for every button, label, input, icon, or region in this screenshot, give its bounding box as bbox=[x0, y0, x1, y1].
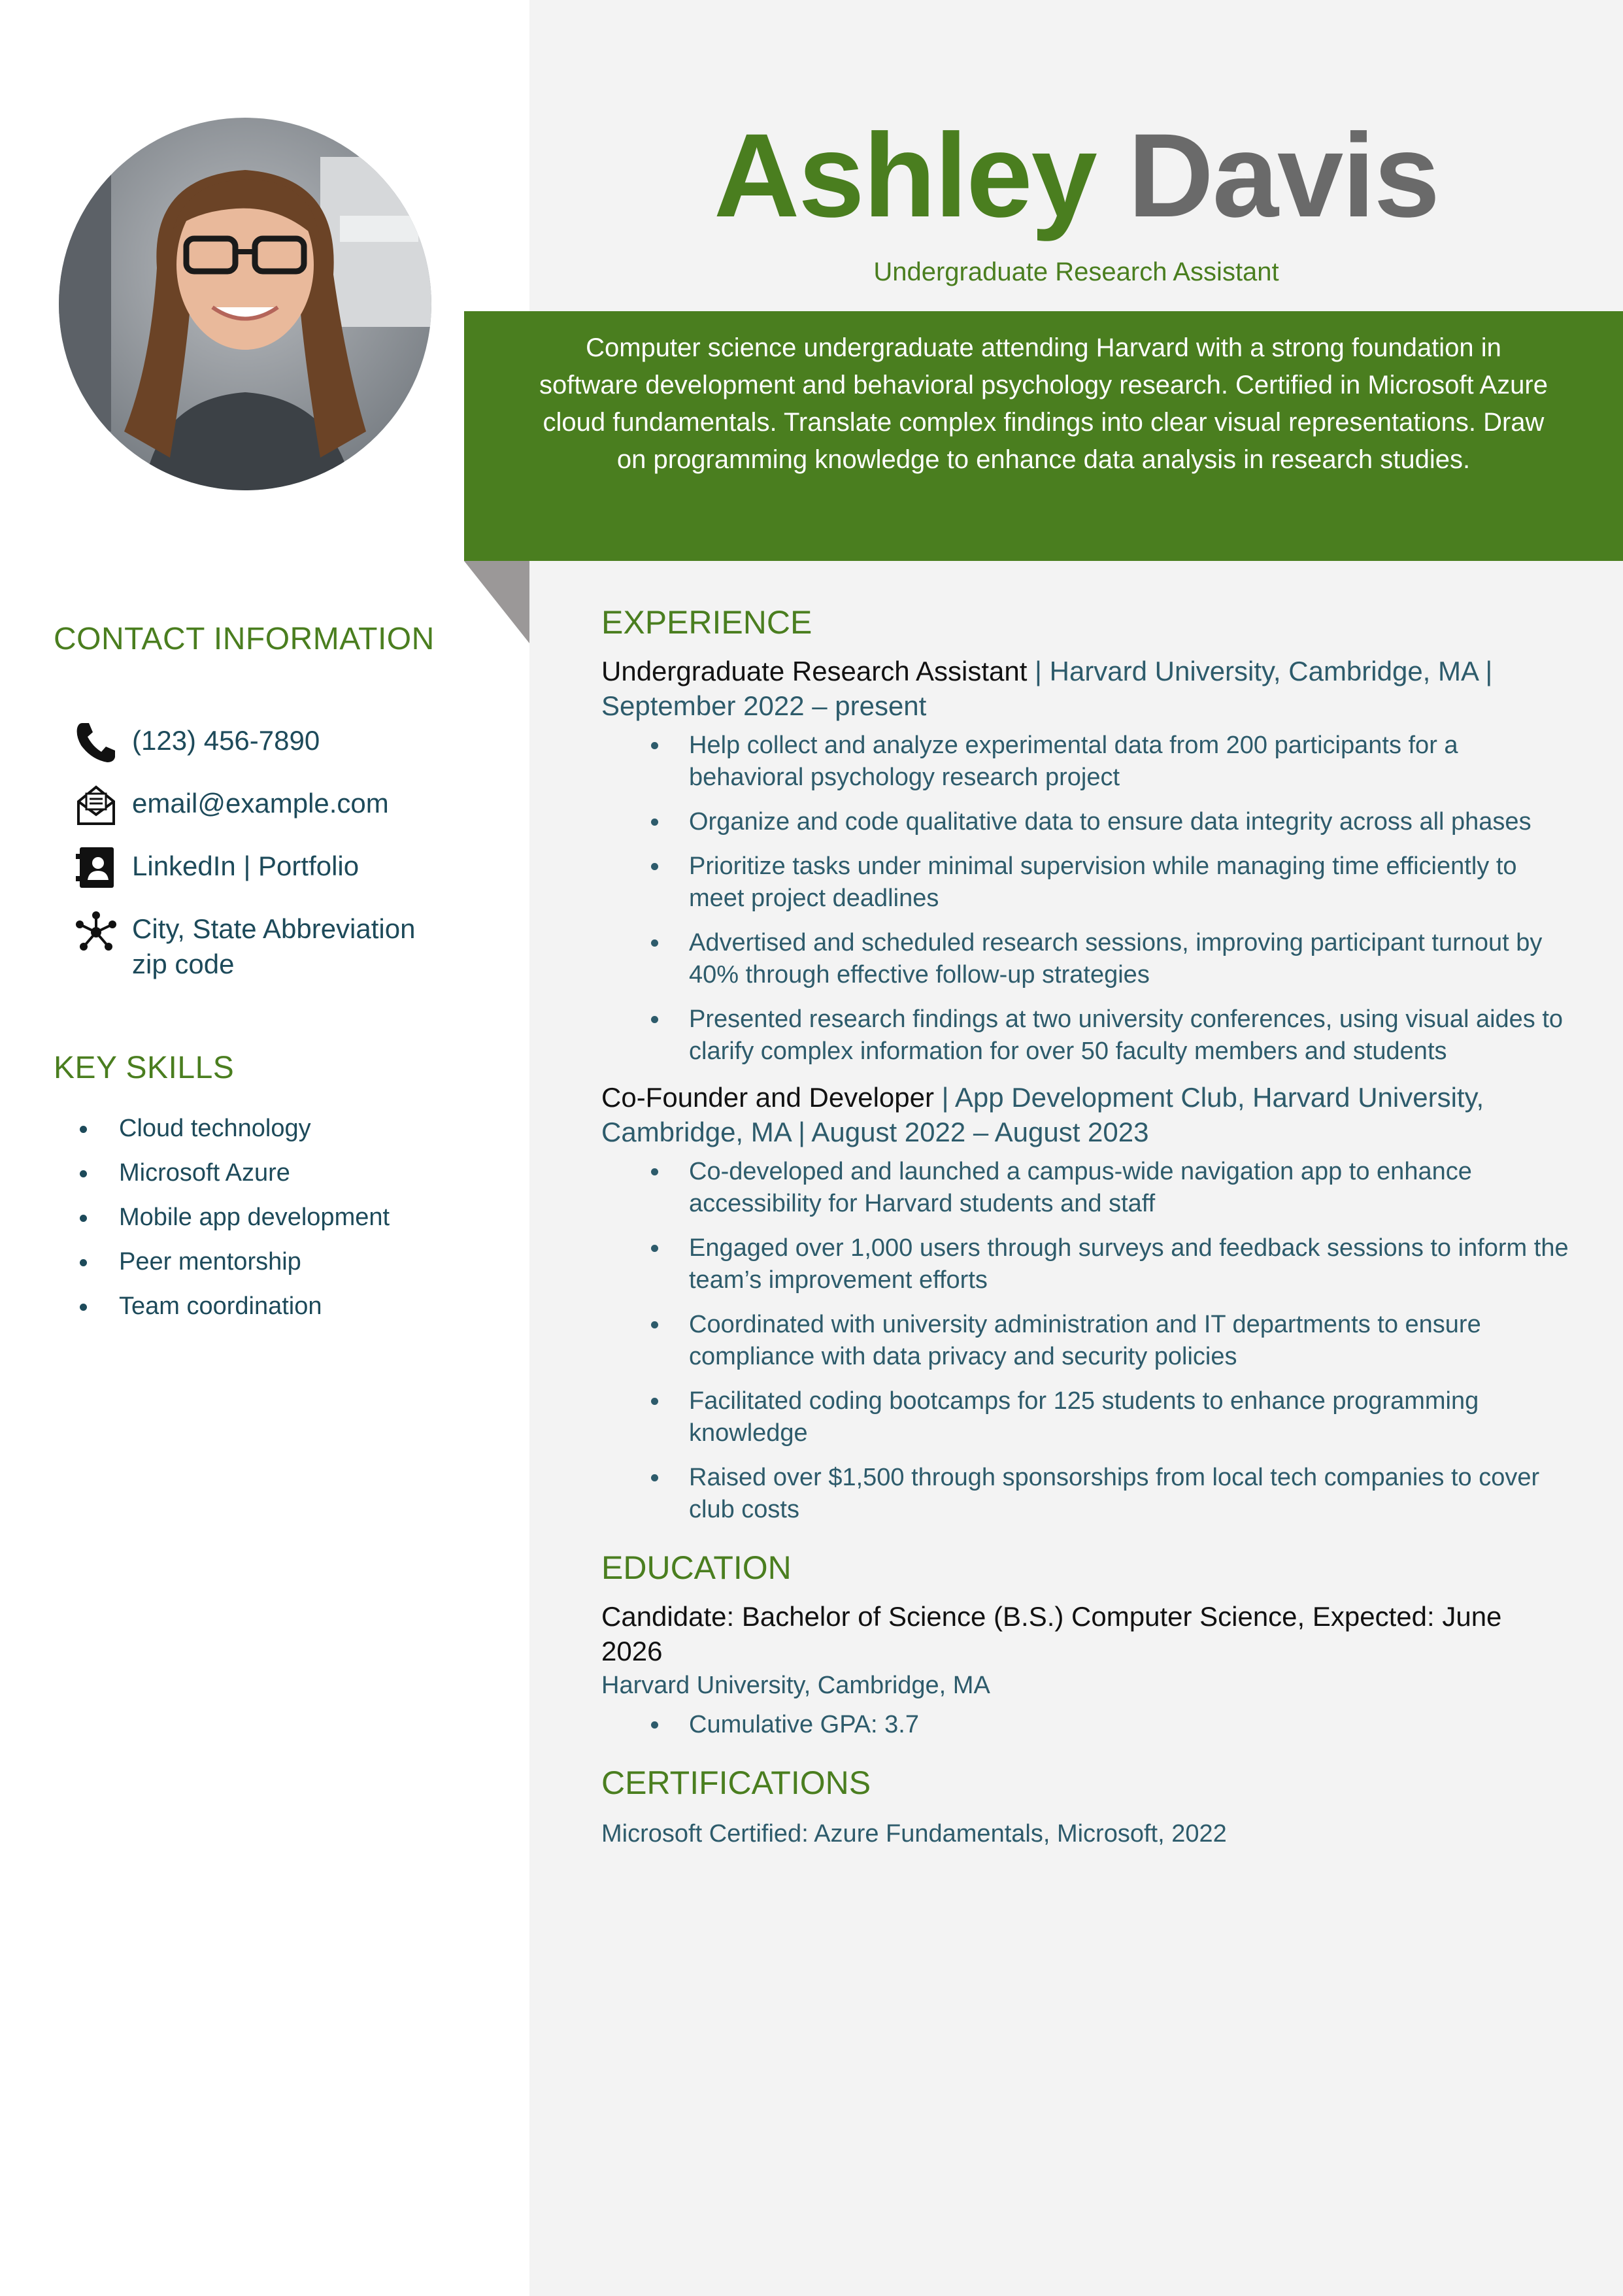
bullet-item: Advertised and scheduled research sessions, improving participant turnout by 40% through effective follow-up strategies bbox=[601, 927, 1569, 991]
skill-item: Peer mentorship bbox=[54, 1240, 390, 1284]
bullet-item: Help collect and analyze experimental data from 200 participants for a behavioral psychology research project bbox=[601, 730, 1569, 794]
bullet-item: Coordinated with university administration and IT departments to ensure compliance with data privacy and security policies bbox=[601, 1309, 1569, 1373]
job-meta: | App Development Club, Harvard University, Cambridge, MA | August 2022 – August 2023 bbox=[601, 1082, 1484, 1147]
job-title: Undergraduate Research Assistant bbox=[873, 258, 1279, 286]
contact-links bbox=[73, 845, 505, 890]
first-name: Ashley bbox=[713, 109, 1096, 242]
job-role: Co-Founder and Developer bbox=[601, 1082, 934, 1113]
phone-icon bbox=[73, 719, 119, 765]
experience-heading: EXPERIENCE bbox=[601, 604, 812, 641]
degree: Candidate: Bachelor of Science (B.S.) Computer Science, Expected: June 2026 bbox=[601, 1601, 1502, 1666]
profile-photo bbox=[59, 118, 431, 490]
last-name: Davis bbox=[1128, 109, 1439, 242]
main-content bbox=[601, 600, 1569, 1851]
contact-phone bbox=[73, 719, 505, 765]
summary-text: Computer science undergraduate attending Harvard with a strong foundation in software development and behavioral psychology research. Certified in Microsoft Azure cloud fundamentals. Translate complex findings into clear visual representations. Draw on programming knowledge to enhance data analysis in research studies. bbox=[539, 333, 1548, 474]
contact-email bbox=[73, 782, 505, 828]
job-bullets bbox=[601, 1156, 1569, 1526]
education-bullets bbox=[601, 1709, 1569, 1741]
job-role: Undergraduate Research Assistant bbox=[601, 656, 1028, 686]
bullet-item: Engaged over 1,000 users through surveys and feedback sessions to inform the team’s improvement efforts bbox=[601, 1232, 1569, 1296]
location-line-2: zip code bbox=[132, 949, 235, 979]
contact-location bbox=[73, 907, 505, 982]
location bbox=[132, 907, 415, 982]
education-heading: EDUCATION bbox=[601, 1549, 792, 1586]
bullet-item: Organize and code qualitative data to ensure data integrity across all phases bbox=[601, 806, 1569, 838]
envelope-icon bbox=[73, 782, 119, 828]
banner-fold bbox=[464, 561, 529, 643]
contact-list bbox=[73, 719, 505, 999]
job-header bbox=[601, 1080, 1569, 1149]
contact-card-icon bbox=[73, 845, 119, 890]
contact-heading: CONTACT INFORMATION bbox=[54, 622, 435, 656]
certifications-heading: CERTIFICATIONS bbox=[601, 1764, 871, 1801]
bullet-item: Facilitated coding bootcamps for 125 students to enhance programming knowledge bbox=[601, 1385, 1569, 1449]
profile-links[interactable]: LinkedIn | Portfolio bbox=[132, 851, 360, 881]
school: Harvard University, Cambridge, MA bbox=[601, 1672, 990, 1699]
skills-heading: KEY SKILLS bbox=[54, 1051, 235, 1085]
bullet-item: Prioritize tasks under minimal supervision while managing time efficiently to meet project deadlines bbox=[601, 851, 1569, 915]
skills-list bbox=[54, 1106, 390, 1328]
bullet-item: Presented research findings at two university conferences, using visual aides to clarify complex information for over 50 faculty members and students bbox=[601, 1004, 1569, 1068]
location-line-1: City, State Abbreviation bbox=[132, 913, 416, 944]
candidate-name bbox=[529, 110, 1623, 241]
network-icon bbox=[73, 907, 119, 953]
bullet-item: Co-developed and launched a campus-wide navigation app to enhance accessibility for Harvard students and staff bbox=[601, 1156, 1569, 1220]
skill-item: Team coordination bbox=[54, 1284, 390, 1328]
email-address[interactable]: email@example.com bbox=[132, 788, 389, 819]
bullet-item: Cumulative GPA: 3.7 bbox=[601, 1709, 1569, 1741]
job-meta: | Harvard University, Cambridge, MA | September 2022 – present bbox=[601, 656, 1493, 721]
skill-item: Microsoft Azure bbox=[54, 1151, 390, 1195]
summary-banner bbox=[464, 311, 1623, 561]
job-header bbox=[601, 654, 1569, 723]
phone-number[interactable]: (123) 456-7890 bbox=[132, 725, 320, 756]
skill-item: Mobile app development bbox=[54, 1195, 390, 1240]
job-bullets bbox=[601, 730, 1569, 1068]
skill-item: Cloud technology bbox=[54, 1106, 390, 1151]
bullet-item: Raised over $1,500 through sponsorships from local tech companies to cover club costs bbox=[601, 1462, 1569, 1526]
certification-item: Microsoft Certified: Azure Fundamentals, Microsoft, 2022 bbox=[601, 1820, 1227, 1848]
